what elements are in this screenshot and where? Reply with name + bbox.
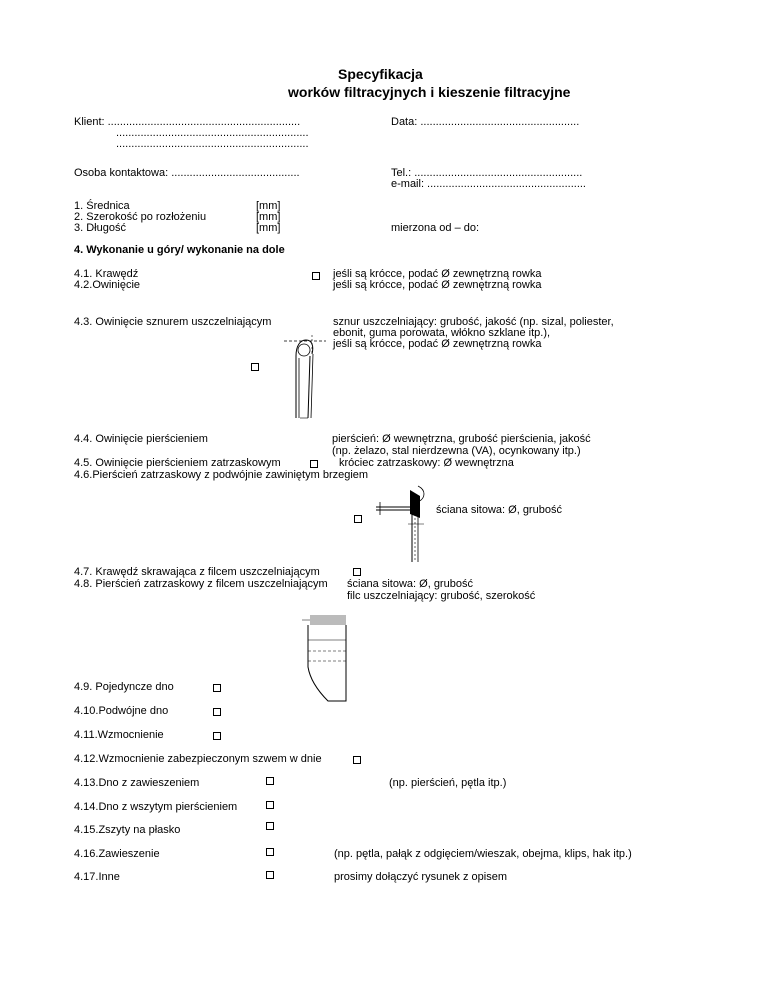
note-4-13: (np. pierścień, pętla itp.) [389, 777, 507, 789]
note-4-5: króciec zatrzaskowy: Ø wewnętrzna [339, 457, 514, 469]
note-4-3-line1: sznur uszczelniający: grubość, jakość (np. sizal, poliester, [333, 316, 614, 328]
checkbox-4-7[interactable] [353, 568, 361, 576]
klient-field-line2[interactable]: ............................................................... [116, 127, 309, 139]
note-4-8-line2: filc uszczelniający: grubość, szerokość [347, 590, 536, 602]
section4-heading: 4. Wykonanie u góry/ wykonanie na dole [74, 244, 285, 256]
checkbox-4-15[interactable] [266, 822, 274, 830]
drawing-sealing-rope-icon [278, 334, 328, 420]
dim-unit-2: [mm] [256, 211, 281, 223]
item-4-7: 4.7. Krawędź skrawająca z filcem uszczelniającym [74, 566, 320, 578]
checkbox-4-16[interactable] [266, 848, 274, 856]
checkbox-4-9[interactable] [213, 684, 221, 692]
checkbox-4-14[interactable] [266, 801, 274, 809]
checkbox-4-17[interactable] [266, 871, 274, 879]
dim-srednica: 1. Średnica [74, 200, 130, 212]
item-4-8: 4.8. Pierścień zatrzaskowy z filcem uszczelniającym [74, 578, 328, 590]
note-4-3-line2: ebonit, guma porowata, włókno szklane itp.), [333, 327, 551, 339]
item-4-3: 4.3. Owinięcie sznurem uszczelniającym [74, 316, 272, 328]
tel-field[interactable]: Tel.: ....................................................... [391, 167, 583, 179]
item-4-1: 4.1. Krawędź [74, 268, 139, 280]
note-4-6: ściana sitowa: Ø, grubość [436, 504, 562, 516]
klient-field[interactable]: Klient: ............................................................... [74, 116, 301, 128]
data-field[interactable]: Data: .................................................... [391, 116, 580, 128]
osoba-kontaktowa-field[interactable]: Osoba kontaktowa: .......................................... [74, 167, 300, 179]
item-4-2: 4.2.Owinięcie [74, 279, 141, 291]
note-4-4-line2: (np. żelazo, stal nierdzewna (VA), ocynkowany itp.) [332, 445, 581, 457]
note-4-4-line1: pierścień: Ø wewnętrzna, grubość pierścienia, jakość [332, 433, 591, 445]
klient-field-line3[interactable]: ............................................................... [116, 138, 309, 150]
dim-unit-1: [mm] [256, 200, 281, 212]
note-4-3-line3: jeśli są krócce, podać Ø zewnętrzną rowka [333, 338, 542, 350]
item-4-12: 4.12.Wzmocnienie zabezpieczonym szwem w dnie [74, 753, 322, 765]
item-4-16: 4.16.Zawieszenie [74, 848, 160, 860]
drawing-felt-bag-icon [302, 615, 350, 705]
checkbox-4-3[interactable] [251, 363, 259, 371]
item-4-6: 4.6.Pierścień zatrzaskowy z podwójnie zawiniętym brzegiem [74, 469, 369, 481]
note-4-2: jeśli są krócce, podać Ø zewnętrzną rowka [333, 279, 542, 291]
checkbox-4-13[interactable] [266, 777, 274, 785]
item-4-13: 4.13.Dno z zawieszeniem [74, 777, 200, 789]
item-4-10: 4.10.Podwójne dno [74, 705, 169, 717]
dim-dlugosc: 3. Długość [74, 222, 126, 234]
item-4-9: 4.9. Pojedyncze dno [74, 681, 174, 693]
checkbox-4-10[interactable] [213, 708, 221, 716]
dim-measured: mierzona od – do: [391, 222, 480, 234]
note-4-17: prosimy dołączyć rysunek z opisem [334, 871, 508, 883]
checkbox-4-5[interactable] [310, 460, 318, 468]
dim-unit-3: [mm] [256, 222, 281, 234]
note-4-16: (np. pętla, pałąk z odgięciem/wieszak, obejma, klips, hak itp.) [334, 848, 632, 860]
item-4-4: 4.4. Owinięcie pierścieniem [74, 433, 208, 445]
item-4-5: 4.5. Owinięcie pierścieniem zatrzaskowym [74, 457, 281, 469]
note-4-8-line1: ściana sitowa: Ø, grubość [347, 578, 473, 590]
title-line1: Specyfikacja [338, 66, 423, 82]
checkbox-4-1[interactable] [312, 272, 320, 280]
checkbox-4-6[interactable] [354, 515, 362, 523]
email-field[interactable]: e-mail: .................................................... [391, 178, 586, 190]
title-line2: worków filtracyjnych i kieszenie filtracyjne [288, 84, 571, 100]
item-4-15: 4.15.Zszyty na płasko [74, 824, 181, 836]
item-4-11: 4.11.Wzmocnienie [74, 729, 164, 741]
drawing-snap-ring-icon [374, 484, 434, 564]
dim-szerokosc: 2. Szerokość po rozłożeniu [74, 211, 207, 223]
checkbox-4-11[interactable] [213, 732, 221, 740]
checkbox-4-12[interactable] [353, 756, 361, 764]
item-4-14: 4.14.Dno z wszytym pierścieniem [74, 801, 238, 813]
note-4-1: jeśli są krócce, podać Ø zewnętrzną rowka [333, 268, 542, 280]
item-4-17: 4.17.Inne [74, 871, 120, 883]
